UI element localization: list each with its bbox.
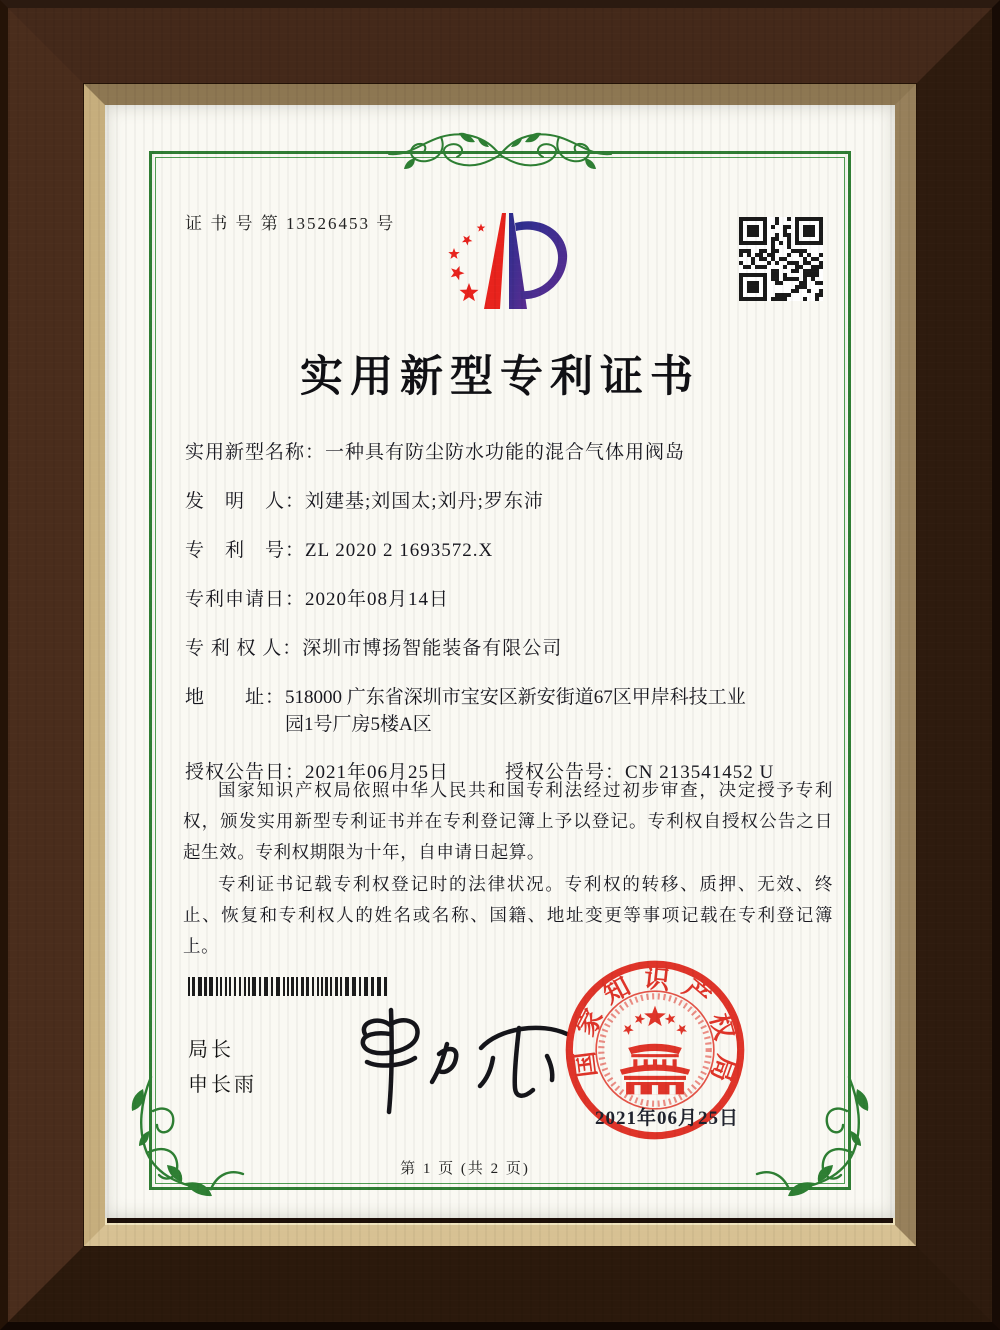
field-label: 专 利 号： <box>185 540 306 561</box>
field-value: 深圳市博扬智能装备有限公司 <box>302 638 563 659</box>
field-label: 实用新型名称： <box>185 442 326 463</box>
seal-text: 国家知识产权局 <box>568 963 742 1097</box>
legal-paragraph-1: 国家知识产权局依照中华人民共和国专利法经过初步审查，决定授予专利权，颁发实用新型专利证书并在专利登记簿上予以登记。专利权自授权公告之日起生效。专利权期限为十年，自申请日起算。 <box>183 780 833 862</box>
field-patentee <box>185 635 845 663</box>
certificate-title: 实用新型专利证书 <box>300 354 700 401</box>
legal-text <box>183 775 833 963</box>
field-application-date <box>185 586 845 614</box>
field-value: ZL 2020 2 1693572.X <box>305 540 494 561</box>
grant-date-label: 授权公告日： <box>185 762 306 783</box>
director-block <box>188 1033 257 1103</box>
director-signature-icon <box>295 1000 595 1125</box>
grant-number-label: 授权公告号： <box>505 762 626 783</box>
certificate-paper <box>105 105 895 1218</box>
legal-paragraph-2: 专利证书记载专利权登记时的法律状况。专利权的转移、质押、无效、终止、恢复和专利权人的姓名或名称、国籍、地址变更等事项记载在专利登记簿上。 <box>183 874 833 956</box>
barcode-icon <box>188 977 394 1001</box>
cnipa-logo-icon <box>443 201 578 331</box>
seal-date: 2021年06月25日 <box>594 1108 739 1129</box>
grant-number-value: CN 213541452 U <box>625 762 775 783</box>
field-patent-number <box>185 537 845 565</box>
director-name: 申长雨 <box>188 1074 257 1096</box>
field-value: 2020年08月14日 <box>305 589 450 610</box>
field-label: 发 明 人： <box>185 491 306 512</box>
field-value: 一种具有防尘防水功能的混合气体用阀岛 <box>325 442 686 463</box>
field-inventors <box>185 488 845 516</box>
qr-code-icon <box>739 217 827 310</box>
field-name <box>185 439 845 467</box>
grant-date-value: 2021年06月25日 <box>305 762 450 783</box>
top-center-flourish <box>375 123 625 181</box>
certificate-number: 证 书 号 第 13526453 号 <box>185 214 396 233</box>
field-address <box>185 684 845 738</box>
field-value: 刘建基;刘国太;刘丹;罗东沛 <box>305 491 544 512</box>
director-title: 局长 <box>188 1039 234 1061</box>
page-number: 第 1 页 (共 2 页) <box>400 1161 530 1177</box>
field-label: 地 址： <box>185 687 286 708</box>
field-value: 518000 广东省深圳市宝安区新安街道67区甲岸科技工业园1号厂房5楼A区 <box>285 687 746 735</box>
field-label: 专 利 权 人： <box>185 638 303 659</box>
certificate-fields <box>185 439 845 808</box>
field-label: 专利申请日： <box>185 589 306 610</box>
